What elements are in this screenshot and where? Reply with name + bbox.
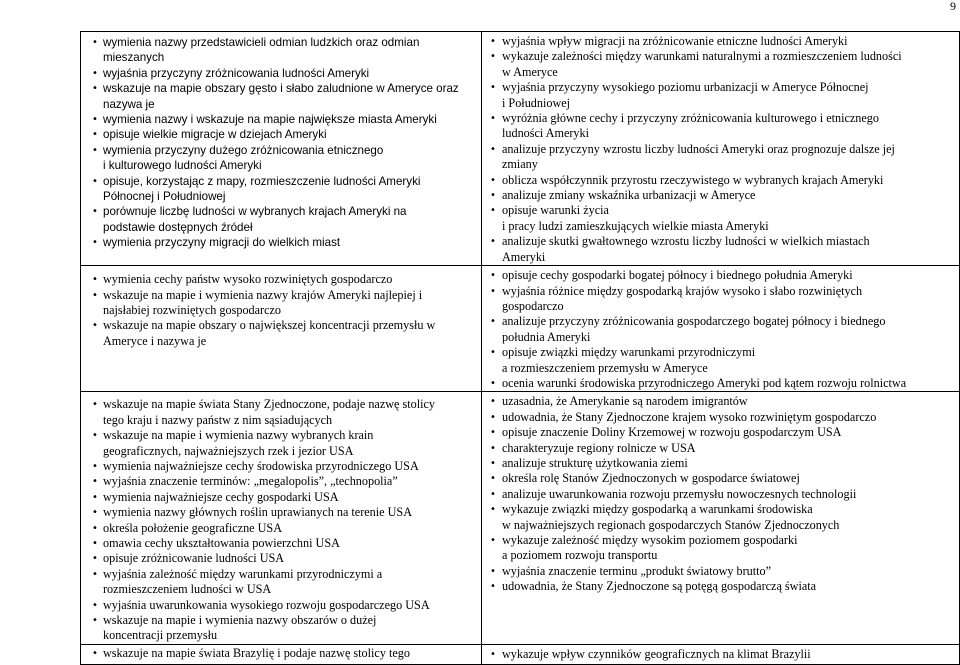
requirement-item: • analizuje strukturę użytkowania ziemi: [482, 456, 959, 471]
requirement-item: • udowadnia, że Stany Zjednoczone krajem wysoko rozwiniętym gospodarczo: [482, 410, 959, 425]
requirement-item: • analizuje skutki gwałtownego wzrostu liczby ludności w wielkich miastach Ameryki: [482, 234, 959, 265]
left-cell-economy: [81, 266, 482, 392]
requirements-list-extended: [482, 392, 959, 594]
requirement-item: • określa położenie geograficzne USA: [81, 521, 481, 536]
right-cell-usa: [482, 392, 960, 645]
requirement-item: • charakteryzuje regiony rolnicze w USA: [482, 441, 959, 456]
requirement-item: • określa rolę Stanów Zjednoczonych w gospodarce światowej: [482, 471, 959, 486]
requirement-item: • wskazuje na mapie i wymienia nazwy krajów Ameryki najlepiej i najsłabiej rozwiniętych gospodarczo: [81, 288, 481, 319]
requirement-item: • opisuje znaczenie Doliny Krzemowej w rozwoju gospodarczym USA: [482, 425, 959, 440]
table-row-usa: [81, 392, 960, 645]
page-number: 9: [950, 0, 956, 13]
requirement-item: • wyróżnia główne cechy i przyczyny zróżnicowania kulturowego i etnicznego ludności Ameryki: [482, 111, 959, 142]
requirement-item: • wymienia nazwy przedstawicieli odmian ludzkich oraz odmian mieszanych: [81, 35, 481, 66]
requirement-item: • opisuje związki między warunkami przyrodniczymi a rozmieszczeniem przemysłu w Ameryce: [482, 345, 959, 376]
table-row-brazil: [81, 645, 960, 665]
requirement-item: • wskazuje na mapie obszary o największej koncentracji przemysłu w Ameryce i nazywa je: [81, 318, 481, 349]
requirement-item: • wykazuje zależność między wysokim poziomem gospodarki a poziomem rozwoju transportu: [482, 533, 959, 564]
requirement-item: • udowadnia, że Stany Zjednoczone są potęgą gospodarczą świata: [482, 579, 959, 594]
requirement-item: • analizuje przyczyny zróżnicowania gospodarczego bogatej północy i biednego południa Ameryki: [482, 314, 959, 345]
requirement-item: • oblicza współczynnik przyrostu rzeczywistego w wybranych krajach Ameryki: [482, 173, 959, 188]
requirement-item: • wskazuje na mapie obszary gęsto i słabo zaludnione w Ameryce oraz nazywa je: [81, 81, 481, 112]
requirement-item: • wykazuje związki między gospodarką a warunkami środowiska w najważniejszych regionach gospodarczych Stanów Zjednoczonych: [482, 502, 959, 533]
requirement-item: • wymienia cechy państw wysoko rozwiniętych gospodarczo: [81, 272, 481, 287]
requirement-item: • wskazuje na mapie i wymienia nazwy obszarów o dużej koncentracji przemysłu: [81, 613, 481, 644]
requirements-list-basic: [81, 392, 481, 644]
curriculum-table: [80, 31, 960, 665]
left-cell-population: [81, 32, 482, 266]
requirement-item: • wyjaśnia znaczenie terminu „produkt światowy brutto”: [482, 564, 959, 579]
requirement-item: • analizuje zmiany wskaźnika urbanizacji w Ameryce: [482, 188, 959, 203]
requirement-item: • wymienia nazwy głównych roślin uprawianych na terenie USA: [81, 505, 481, 520]
requirement-item: • ocenia warunki środowiska przyrodniczego Ameryki pod kątem rozwoju rolnictwa: [482, 376, 959, 391]
left-cell-brazil: [81, 645, 482, 665]
right-cell-economy: [482, 266, 960, 392]
left-cell-usa: [81, 392, 482, 645]
requirements-list-basic: [81, 266, 481, 349]
table-row-economy: [81, 266, 960, 392]
requirement-item: • analizuje uwarunkowania rozwoju przemysłu nowoczesnych technologii: [482, 487, 959, 502]
right-cell-population: [482, 32, 960, 266]
requirements-list-basic: [81, 32, 481, 251]
requirement-item: • wymienia nazwy i wskazuje na mapie największe miasta Ameryki: [81, 112, 481, 127]
requirement-item: • omawia cechy ukształtowania powierzchni USA: [81, 536, 481, 551]
requirement-item: • opisuje cechy gospodarki bogatej północy i biednego południa Ameryki: [482, 268, 959, 283]
requirement-item: • wykazuje wpływ czynników geograficznych na klimat Brazylii: [482, 647, 959, 662]
requirement-item: • wyjaśnia uwarunkowania wysokiego rozwoju gospodarczego USA: [81, 598, 481, 613]
requirement-item: • opisuje, korzystając z mapy, rozmieszczenie ludności Ameryki Północnej i Południowej: [81, 174, 481, 205]
requirement-item: • wyjaśnia zależność między warunkami przyrodniczymi a rozmieszczeniem ludności w USA: [81, 567, 481, 598]
requirement-item: • wyjaśnia znaczenie terminów: „megalopolis”, „technopolia”: [81, 474, 481, 489]
requirement-item: • opisuje wielkie migracje w dziejach Ameryki: [81, 127, 481, 142]
requirement-item: • wymienia przyczyny migracji do wielkich miast: [81, 235, 481, 250]
requirement-item: • analizuje przyczyny wzrostu liczby ludności Ameryki oraz prognozuje dalsze jej zmiany: [482, 142, 959, 173]
requirement-item: • opisuje warunki życia i pracy ludzi zamieszkujących wielkie miasta Ameryki: [482, 203, 959, 234]
requirement-item: • wyjaśnia różnice między gospodarką krajów wysoko i słabo rozwiniętych gospodarczo: [482, 284, 959, 315]
requirements-list-extended: [482, 32, 959, 265]
right-cell-brazil: [482, 645, 960, 665]
requirement-item: • wymienia najważniejsze cechy gospodarki USA: [81, 490, 481, 505]
requirement-item: • wskazuje na mapie świata Brazylię i podaje nazwę stolicy tego: [81, 646, 481, 661]
requirements-list-extended: [482, 266, 959, 391]
requirement-item: • porównuje liczbę ludności w wybranych krajach Ameryki na podstawie dostępnych źródeł: [81, 204, 481, 235]
requirement-item: • wyjaśnia przyczyny zróżnicowania ludności Ameryki: [81, 66, 481, 81]
requirement-item: • wskazuje na mapie i wymienia nazwy wybranych krain geograficznych, najważniejszych rzek i jezior USA: [81, 428, 481, 459]
requirement-item: • wymienia przyczyny dużego zróżnicowania etnicznego i kulturowego ludności Ameryki: [81, 143, 481, 174]
requirement-item: • opisuje zróżnicowanie ludności USA: [81, 551, 481, 566]
requirements-list-extended: [482, 645, 959, 662]
requirement-item: • wyjaśnia wpływ migracji na zróżnicowanie etniczne ludności Ameryki: [482, 34, 959, 49]
requirements-list-basic: [81, 645, 481, 661]
requirement-item: • wyjaśnia przyczyny wysokiego poziomu urbanizacji w Ameryce Północnej i Południowej: [482, 80, 959, 111]
requirement-item: • uzasadnia, że Amerykanie są narodem imigrantów: [482, 394, 959, 409]
table-row-population: [81, 32, 960, 266]
requirement-item: • wykazuje zależności między warunkami naturalnymi a rozmieszczeniem ludności w Ameryce: [482, 49, 959, 80]
requirement-item: • wymienia najważniejsze cechy środowiska przyrodniczego USA: [81, 459, 481, 474]
requirement-item: • wskazuje na mapie świata Stany Zjednoczone, podaje nazwę stolicy tego kraju i nazwy państw z nim sąsiadujących: [81, 397, 481, 428]
